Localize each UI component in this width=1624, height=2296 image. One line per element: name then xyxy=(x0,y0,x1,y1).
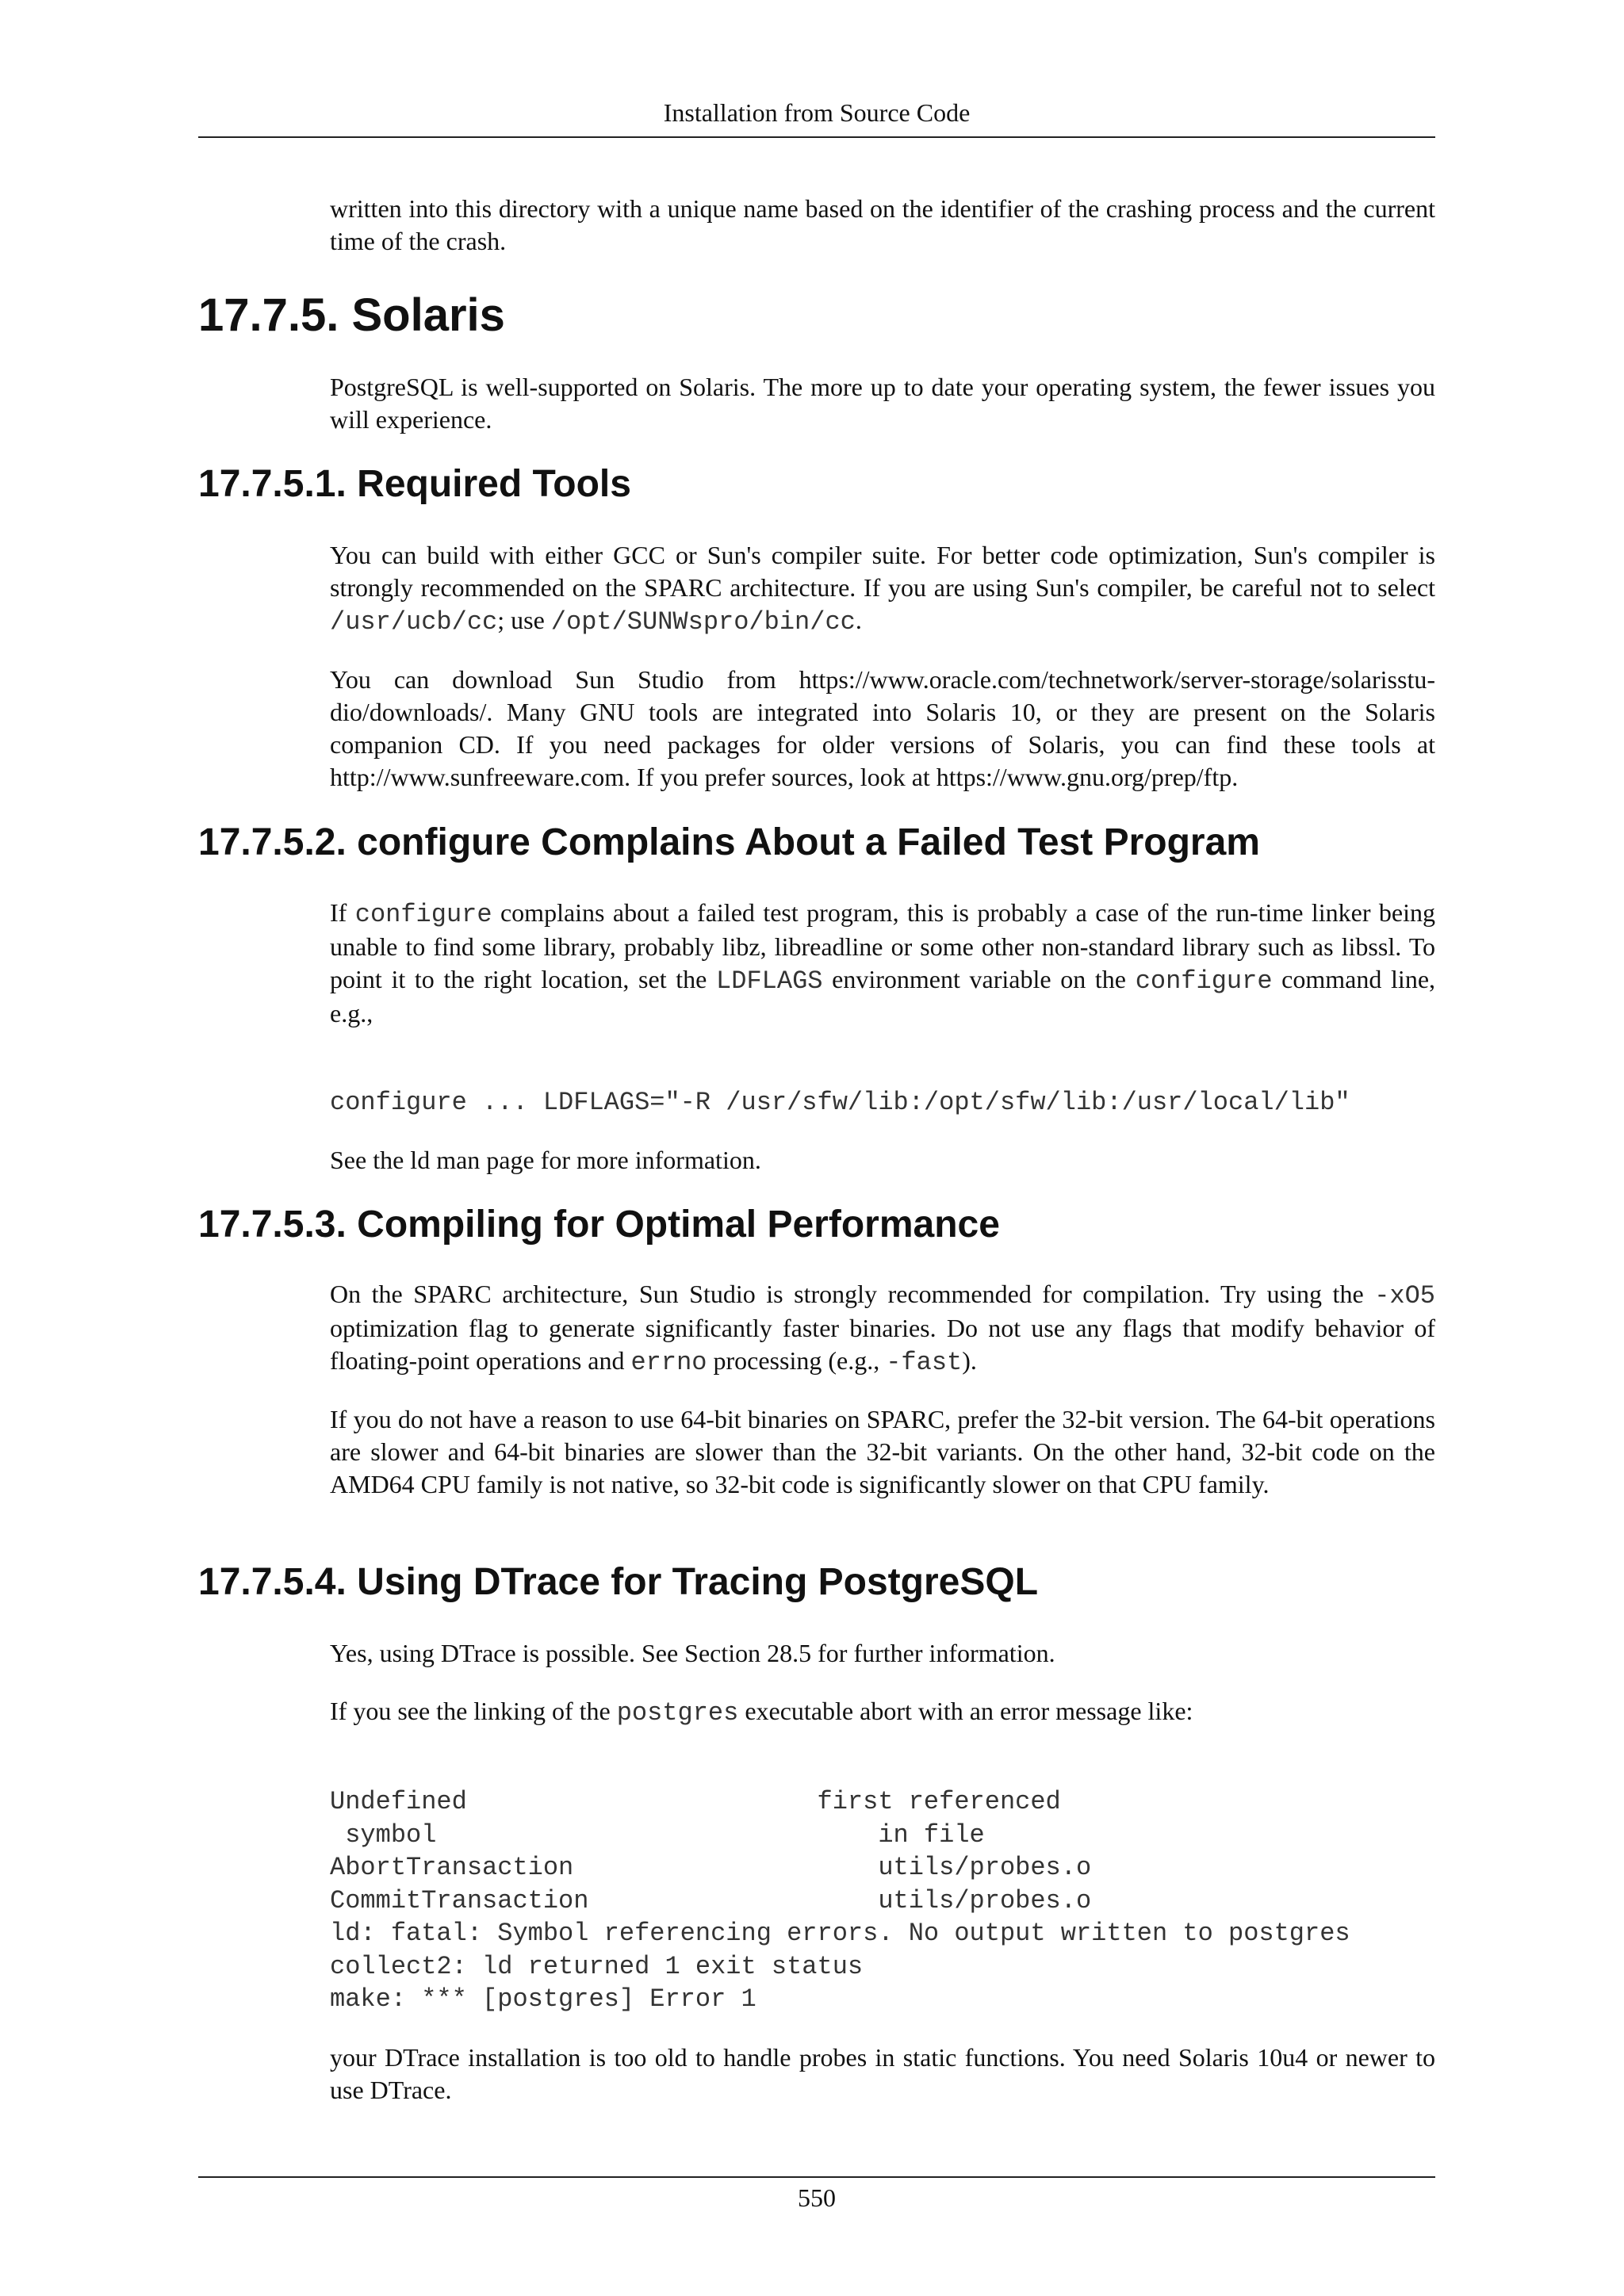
intro-paragraph: written into this directory with a unique name based on the identifier of the crashing process and the current time of the crash. xyxy=(330,194,1435,255)
subsection-title-dtrace: 17.7.5.4. Using DTrace for Tracing PostgreSQL xyxy=(198,1561,1039,1603)
running-header: Installation from Source Code xyxy=(663,98,971,127)
inline-code: /usr/ucb/cc xyxy=(330,607,498,637)
footer-rule xyxy=(198,2176,1435,2178)
inline-code: /opt/SUNWspro/bin/cc xyxy=(550,607,856,637)
dtrace-paragraph-2: If you see the linking of the postgres executable abort with an error message like: xyxy=(330,1697,1193,1728)
section-title-solaris: 17.7.5. Solaris xyxy=(198,289,505,341)
optimal-paragraph-2: If you do not have a reason to use 64-bit binaries on SPARC, prefer the 32-bit version. The 64-bit operations are slower and 64-bit binaries are slower than the 32-bit variants. On the other hand, 32-bit code on the AMD64 CPU family is not native, so 32-bit code is significantly slower on that CPU family. xyxy=(330,1405,1435,1498)
dtrace-paragraph-1: Yes, using DTrace is possible. See Section 28.5 for further information. xyxy=(330,1639,1055,1667)
page-number: 550 xyxy=(798,2183,836,2212)
inline-code: errno xyxy=(630,1348,707,1377)
optimal-paragraph-1: On the SPARC architecture, Sun Studio is strongly recommended for compilation. Try using the -xO5 optimization flag to generate significantly faster binaries. Do not use any flags that modify behavior of floating-point operations and errno processing (e.g., -fast). xyxy=(330,1280,1435,1377)
inline-code: LDFLAGS xyxy=(716,966,823,996)
inline-code: -fast xyxy=(886,1348,963,1377)
solaris-paragraph: PostgreSQL is well-supported on Solaris. The more up to date your operating system, the fewer issues you will experience. xyxy=(330,373,1435,434)
configure-paragraph-1: If configure complains about a failed test program, this is probably a case of the run-time linker being unable to find some library, probably libz, libreadline or some other non-standard library such as libssl. To point it to the right location, set the LDFLAGS environment variable on the configure command line, e.g., xyxy=(330,898,1436,1027)
required-tools-paragraph-1: You can build with either GCC or Sun's compiler suite. For better code optimization, Sun's compiler is strongly recommended on the SPARC architecture. If you are using Sun's compiler, be careful not to select /usr/ucb/cc; use /opt/SUNWspro/bin/cc. xyxy=(330,541,1435,637)
subsection-title-optimal: 17.7.5.3. Compiling for Optimal Performance xyxy=(198,1203,1000,1246)
required-tools-paragraph-2: You can download Sun Studio from https://www.oracle.com/technetwork/server-storage/solarisstudio/downloads/. Many GNU tools are integrated into Solaris 10, or they are present on the Solaris companion CD. If you need packages for older versions of Solaris, you can find these tools at http://www.sunfreeware.com. If you prefer sources, look at https://www.gnu.org/prep/ftp. xyxy=(330,665,1435,791)
dtrace-paragraph-3: your DTrace installation is too old to handle probes in static functions. You need Solaris 10u4 or newer to use DTrace. xyxy=(330,2043,1435,2104)
header-rule xyxy=(198,136,1435,138)
subsection-title-configure: 17.7.5.2. configure Complains About a Failed Test Program xyxy=(198,821,1260,863)
dtrace-error-code-block: Undefined first referenced symbol in file AbortTransaction utils/probes.o CommitTransaction utils/probes.o ld: fatal: Symbol referencing errors. No output written to postgres collect2: ld returned 1 exit status make: *** [postgres] Error 1 xyxy=(330,1787,1350,2014)
inline-code: postgres xyxy=(616,1698,739,1728)
configure-paragraph-2: See the ld man page for more information. xyxy=(330,1146,761,1174)
inline-code: -xO5 xyxy=(1374,1281,1435,1311)
inline-code: configure xyxy=(1135,966,1273,996)
configure-code-block: configure ... LDFLAGS="-R /usr/sfw/lib:/opt/sfw/lib:/usr/local/lib" xyxy=(330,1088,1350,1117)
inline-code: configure xyxy=(354,900,492,929)
subsection-title-required-tools: 17.7.5.1. Required Tools xyxy=(198,463,631,505)
